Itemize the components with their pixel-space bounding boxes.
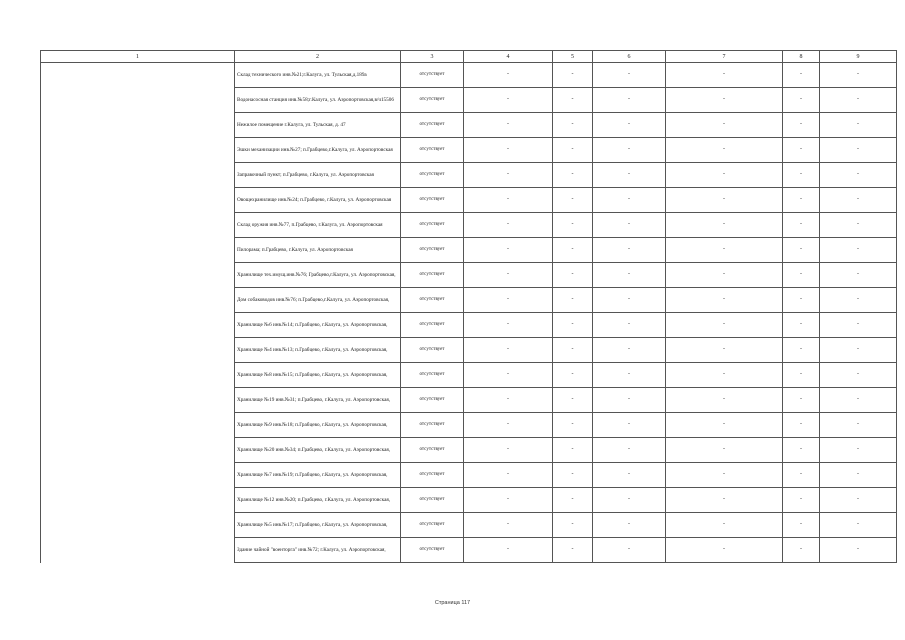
dash-cell: - (464, 138, 553, 163)
column-header: 4 (464, 51, 553, 63)
status-cell: отсутствует (401, 313, 464, 338)
dash-cell: - (593, 288, 666, 313)
empty-cell (41, 388, 235, 413)
dash-cell: - (666, 313, 783, 338)
dash-cell: - (666, 438, 783, 463)
dash-cell: - (783, 363, 820, 388)
dash-cell: - (783, 538, 820, 563)
status-cell: отсутствует (401, 488, 464, 513)
dash-cell: - (666, 488, 783, 513)
dash-cell: - (666, 413, 783, 438)
column-header: 3 (401, 51, 464, 63)
dash-cell: - (593, 213, 666, 238)
document-sheet (40, 50, 896, 563)
dash-cell: - (553, 63, 593, 88)
status-cell: отсутствует (401, 288, 464, 313)
dash-cell: - (464, 338, 553, 363)
dash-cell: - (593, 463, 666, 488)
object-name-cell: Здание чайной "военторга" инв.№72; г.Калуга, ул. Аэропортовская, (235, 538, 401, 563)
status-cell: отсутствует (401, 538, 464, 563)
dash-cell: - (666, 263, 783, 288)
table-row (41, 388, 897, 413)
dash-cell: - (464, 313, 553, 338)
dash-cell: - (783, 338, 820, 363)
dash-cell: - (783, 263, 820, 288)
object-name-cell: Водонасосная станция инв.№58;г.Калуга, ул. Аэропортовская,в/ч15506 (235, 88, 401, 113)
table-row (41, 113, 897, 138)
table-row (41, 213, 897, 238)
table-header-row (41, 51, 897, 63)
dash-cell: - (593, 138, 666, 163)
object-name-cell: Хранилище №20 инв.№34; п.Грабцево, г.Калуга, ул. Аэропортовская, (235, 438, 401, 463)
table-row (41, 138, 897, 163)
dash-cell: - (593, 338, 666, 363)
dash-cell: - (820, 263, 897, 288)
dash-cell: - (783, 188, 820, 213)
empty-cell (41, 188, 235, 213)
dash-cell: - (593, 63, 666, 88)
dash-cell: - (553, 463, 593, 488)
dash-cell: - (464, 88, 553, 113)
dash-cell: - (464, 213, 553, 238)
dash-cell: - (666, 463, 783, 488)
dash-cell: - (783, 438, 820, 463)
dash-cell: - (593, 113, 666, 138)
empty-cell (41, 513, 235, 538)
dash-cell: - (783, 288, 820, 313)
object-name-cell: Эшки механизации инв.№27; п.Грабцево,г.Калуга, ул. Аэропортовская (235, 138, 401, 163)
dash-cell: - (553, 538, 593, 563)
table-row (41, 88, 897, 113)
object-name-cell: Хранилище №12 инв.№20; п.Грабцево, г.Калуга, ул. Аэропортовская, (235, 488, 401, 513)
dash-cell: - (820, 438, 897, 463)
dash-cell: - (666, 388, 783, 413)
dash-cell: - (666, 288, 783, 313)
dash-cell: - (593, 388, 666, 413)
dash-cell: - (820, 288, 897, 313)
table-row (41, 313, 897, 338)
dash-cell: - (666, 238, 783, 263)
column-header: 6 (593, 51, 666, 63)
dash-cell: - (783, 113, 820, 138)
table-row (41, 263, 897, 288)
object-name-cell: Хранилище №19 инв.№31; п.Грабцево, г.Калуга, ул. Аэропортовская, (235, 388, 401, 413)
status-cell: отсутствует (401, 63, 464, 88)
dash-cell: - (820, 238, 897, 263)
dash-cell: - (593, 188, 666, 213)
dash-cell: - (553, 288, 593, 313)
object-name-cell: Овощехранилище инв.№24; п.Грабцево, г.Калуга, ул. Аэропортовская (235, 188, 401, 213)
dash-cell: - (464, 363, 553, 388)
dash-cell: - (553, 513, 593, 538)
dash-cell: - (783, 213, 820, 238)
dash-cell: - (783, 388, 820, 413)
dash-cell: - (553, 363, 593, 388)
table-row (41, 413, 897, 438)
dash-cell: - (464, 463, 553, 488)
table-row (41, 513, 897, 538)
dash-cell: - (783, 88, 820, 113)
empty-cell (41, 438, 235, 463)
empty-cell (41, 138, 235, 163)
dash-cell: - (666, 88, 783, 113)
dash-cell: - (820, 513, 897, 538)
empty-cell (41, 338, 235, 363)
dash-cell: - (593, 363, 666, 388)
dash-cell: - (666, 338, 783, 363)
object-name-cell: Хранилище №8 инв.№15; п.Грабцево, г.Калуга, ул. Аэропортовская, (235, 363, 401, 388)
empty-cell (41, 363, 235, 388)
column-header: 2 (235, 51, 401, 63)
dash-cell: - (553, 263, 593, 288)
dash-cell: - (820, 363, 897, 388)
status-cell: отсутствует (401, 413, 464, 438)
dash-cell: - (783, 238, 820, 263)
status-cell: отсутствует (401, 188, 464, 213)
dash-cell: - (464, 113, 553, 138)
column-header: 8 (783, 51, 820, 63)
dash-cell: - (820, 213, 897, 238)
dash-cell: - (783, 413, 820, 438)
object-name-cell: Хранилище №9 инв.№18; п.Грабцево, г.Калуга, ул. Аэропортовская, (235, 413, 401, 438)
empty-cell (41, 113, 235, 138)
table-row (41, 288, 897, 313)
dash-cell: - (464, 163, 553, 188)
table-row (41, 338, 897, 363)
empty-cell (41, 313, 235, 338)
table-body (41, 63, 897, 563)
status-cell: отсутствует (401, 213, 464, 238)
dash-cell: - (553, 313, 593, 338)
status-cell: отсутствует (401, 113, 464, 138)
empty-cell (41, 488, 235, 513)
dash-cell: - (820, 313, 897, 338)
status-cell: отсутствует (401, 88, 464, 113)
table-row (41, 463, 897, 488)
dash-cell: - (464, 438, 553, 463)
dash-cell: - (593, 413, 666, 438)
status-cell: отсутствует (401, 163, 464, 188)
dash-cell: - (783, 313, 820, 338)
dash-cell: - (783, 513, 820, 538)
object-name-cell: Хранилище №5 инв.№17; п.Грабцево, г.Калуга, ул. Аэропортовская, (235, 513, 401, 538)
dash-cell: - (553, 413, 593, 438)
dash-cell: - (666, 513, 783, 538)
page-number: Страница 117 (434, 600, 471, 606)
object-name-cell: Хранилище тех.имущ.инв.№76; Грабцево,г.Калуга, ул. Аэропортовская, (235, 263, 401, 288)
table-row (41, 538, 897, 563)
status-cell: отсутствует (401, 138, 464, 163)
table-row (41, 163, 897, 188)
dash-cell: - (593, 88, 666, 113)
status-cell: отсутствует (401, 513, 464, 538)
dash-cell: - (820, 188, 897, 213)
dash-cell: - (820, 388, 897, 413)
status-cell: отсутствует (401, 238, 464, 263)
empty-cell (41, 88, 235, 113)
dash-cell: - (666, 138, 783, 163)
empty-cell (41, 288, 235, 313)
dash-cell: - (464, 63, 553, 88)
dash-cell: - (464, 488, 553, 513)
dash-cell: - (464, 188, 553, 213)
dash-cell: - (593, 263, 666, 288)
dash-cell: - (553, 163, 593, 188)
dash-cell: - (820, 113, 897, 138)
object-name-cell: Склад оружия инв.№77, п.Грабцево, г.Калуга, ул. Аэропортовская (235, 213, 401, 238)
dash-cell: - (820, 163, 897, 188)
dash-cell: - (820, 338, 897, 363)
dash-cell: - (593, 538, 666, 563)
dash-cell: - (464, 238, 553, 263)
dash-cell: - (464, 263, 553, 288)
status-cell: отсутствует (401, 388, 464, 413)
empty-cell (41, 538, 235, 563)
dash-cell: - (666, 213, 783, 238)
dash-cell: - (666, 113, 783, 138)
dash-cell: - (553, 213, 593, 238)
dash-cell: - (783, 63, 820, 88)
dash-cell: - (553, 488, 593, 513)
object-name-cell: Хранилище №4 инв.№13; п.Грабцево, г.Калуга, ул. Аэропортовская, (235, 338, 401, 363)
empty-cell (41, 163, 235, 188)
empty-cell (41, 213, 235, 238)
dash-cell: - (553, 88, 593, 113)
dash-cell: - (593, 238, 666, 263)
dash-cell: - (593, 488, 666, 513)
dash-cell: - (593, 438, 666, 463)
object-name-cell: Хранилище №7 инв.№19; п.Грабцево, г.Калуга, ул. Аэропортовская, (235, 463, 401, 488)
dash-cell: - (553, 438, 593, 463)
dash-cell: - (783, 488, 820, 513)
table-row (41, 363, 897, 388)
dash-cell: - (593, 313, 666, 338)
dash-cell: - (464, 388, 553, 413)
column-header: 9 (820, 51, 897, 63)
dash-cell: - (464, 538, 553, 563)
dash-cell: - (464, 513, 553, 538)
object-name-cell: Заправочный пункт; п.Грабцево, г.Калуга, ул. Аэропортовская (235, 163, 401, 188)
dash-cell: - (820, 63, 897, 88)
object-name-cell: Хранилище №6 инв.№14; п.Грабцево, г.Калуга, ул. Аэропортовская, (235, 313, 401, 338)
dash-cell: - (553, 188, 593, 213)
column-header: 5 (553, 51, 593, 63)
object-name-cell: Дом собаководов инв.№76; п.Грабцево,г.Калуга, ул. Аэропортовская, (235, 288, 401, 313)
dash-cell: - (820, 488, 897, 513)
dash-cell: - (820, 538, 897, 563)
dash-cell: - (783, 463, 820, 488)
dash-cell: - (783, 163, 820, 188)
empty-cell (41, 238, 235, 263)
object-name-cell: Нежилое помещение г.Калуга, ул. Тульская, д. 47 (235, 113, 401, 138)
dash-cell: - (553, 138, 593, 163)
empty-cell (41, 463, 235, 488)
dash-cell: - (464, 413, 553, 438)
status-cell: отсутствует (401, 263, 464, 288)
dash-cell: - (464, 288, 553, 313)
property-table (40, 50, 897, 563)
dash-cell: - (553, 338, 593, 363)
dash-cell: - (666, 188, 783, 213)
dash-cell: - (553, 113, 593, 138)
empty-cell (41, 63, 235, 88)
empty-cell (41, 263, 235, 288)
column-header: 1 (41, 51, 235, 63)
dash-cell: - (666, 363, 783, 388)
dash-cell: - (593, 163, 666, 188)
table-row (41, 438, 897, 463)
table-row (41, 488, 897, 513)
status-cell: отсутствует (401, 463, 464, 488)
status-cell: отсутствует (401, 363, 464, 388)
dash-cell: - (783, 138, 820, 163)
empty-cell (41, 413, 235, 438)
table-row (41, 238, 897, 263)
dash-cell: - (820, 88, 897, 113)
table-row (41, 63, 897, 88)
table-row (41, 188, 897, 213)
dash-cell: - (553, 238, 593, 263)
status-cell: отсутствует (401, 438, 464, 463)
dash-cell: - (666, 538, 783, 563)
dash-cell: - (666, 63, 783, 88)
dash-cell: - (593, 513, 666, 538)
object-name-cell: Склад технического инв.№21;г.Калуга, ул. Тульская,д.189а (235, 63, 401, 88)
dash-cell: - (553, 388, 593, 413)
dash-cell: - (820, 463, 897, 488)
dash-cell: - (820, 413, 897, 438)
dash-cell: - (820, 138, 897, 163)
dash-cell: - (666, 163, 783, 188)
status-cell: отсутствует (401, 338, 464, 363)
column-header: 7 (666, 51, 783, 63)
object-name-cell: Пилорама; п.Грабцево, г.Калуга, ул. Аэропортовская (235, 238, 401, 263)
